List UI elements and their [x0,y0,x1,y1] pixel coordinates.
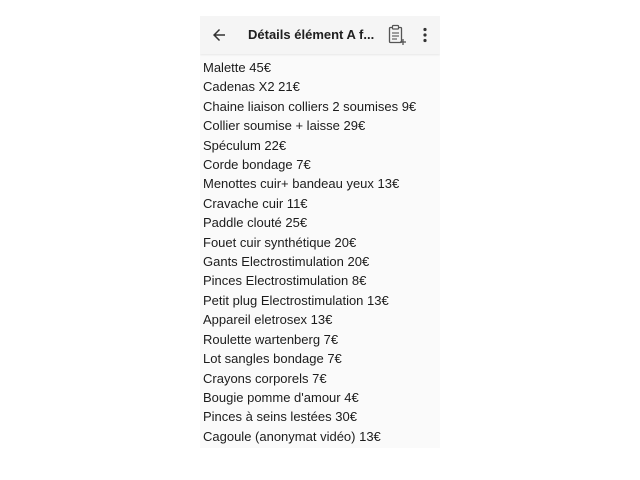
list-item: Collier soumise + laisse 29€ [203,118,366,134]
app-bar [200,16,440,54]
clipboard-add-icon[interactable] [387,24,407,46]
list-item: Pinces à seins lestées 30€ [203,409,357,425]
list-item: Roulette wartenberg 7€ [203,331,339,347]
list-item: Spéculum 22€ [203,137,287,153]
list-item: Cagoule (anonymat vidéo) 13€ [203,428,381,444]
more-vertical-icon[interactable] [418,26,432,44]
list-item: Corde bondage 7€ [203,157,311,173]
phone-screen [200,16,440,448]
list-item: Paddle clouté 25€ [203,215,308,231]
item-list [200,54,440,446]
list-item: Bougie pomme d'amour 4€ [203,389,359,405]
list-item: Petit plug Electrostimulation 13€ [203,292,389,308]
list-item: Pinces Electrostimulation 8€ [203,273,367,289]
list-item: Fouet cuir synthétique 20€ [203,234,357,250]
list-item: Appareil eletrosex 13€ [203,312,333,328]
page-title: Détails élément A f... [248,27,375,42]
arrow-left-icon[interactable] [210,26,228,44]
list-item: Menottes cuir+ bandeau yeux 13€ [203,176,400,192]
list-item: Malette 45€ [203,60,271,75]
list-item: Cravache cuir 11€ [203,195,308,211]
list-item: Lot sangles bondage 7€ [203,351,342,367]
list-item: Cadenas X2 21€ [203,79,300,95]
list-item: Chaine liaison colliers 2 soumises 9€ [203,98,417,114]
list-item: Crayons corporels 7€ [203,370,327,386]
list-item: Gants Electrostimulation 20€ [203,254,370,270]
